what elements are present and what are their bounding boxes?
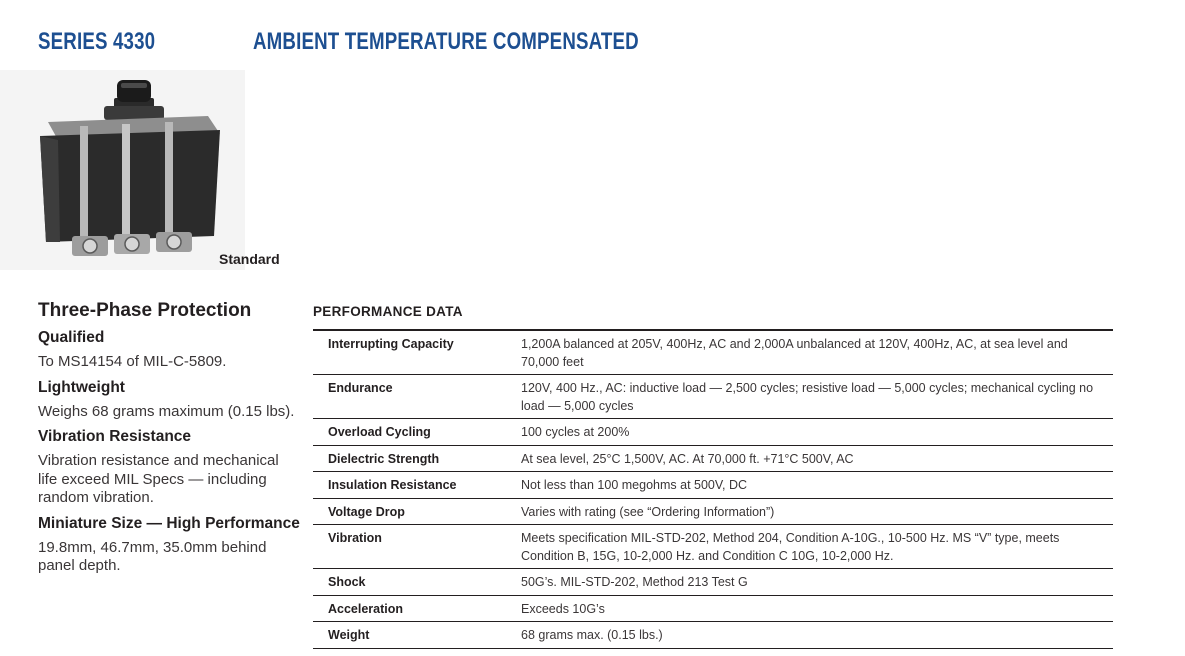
photo-caption: Standard [219,251,280,267]
feature-text: To MS14154 of MIL-C-5809. [38,353,227,370]
parameter-value: 120V, 400 Hz., AC: inductive load — 2,500 cycles; resistive load — 5,000 cycles; mechanical cycling no load — 5,000 cycles [521,375,1113,419]
feature-text: 19.8mm, 46.7mm, 35.0mm behind panel depth. [38,538,267,574]
performance-table [313,329,1113,649]
feature-text: Vibration resistance and mechanical life exceed MIL Specs — including random vibration. [38,452,279,506]
parameter-value: Not less than 100 megohms at 500V, DC [521,472,1113,499]
parameter-value: At sea level, 25°C 1,500V, AC. At 70,000 ft. +71°C 500V, AC [521,445,1113,472]
table-row [313,622,1113,649]
parameter-name: Vibration [313,525,521,569]
table-row [313,445,1113,472]
table-row [313,375,1113,419]
feature-title: Miniature Size — High Performance [38,514,300,532]
parameter-name: Overload Cycling [313,419,521,446]
parameter-name: Insulation Resistance [313,472,521,499]
performance-heading: PERFORMANCE DATA [313,304,463,319]
table-row [313,498,1113,525]
feature-item [38,378,300,422]
parameter-name: Weight [313,622,521,649]
feature-item [38,514,300,576]
table-row [313,569,1113,596]
parameter-value: Varies with rating (see “Ordering Information”) [521,498,1113,525]
features-heading: Three-Phase Protection [38,300,252,321]
parameter-name: Endurance [313,375,521,419]
feature-item [38,328,300,372]
table-row [313,595,1113,622]
parameter-name: Voltage Drop [313,498,521,525]
feature-text: Weighs 68 grams maximum (0.15 lbs). [38,402,295,420]
header-title: AMBIENT TEMPERATURE COMPENSATED [253,28,639,55]
parameter-name: Dielectric Strength [313,445,521,472]
parameter-value: 1,200A balanced at 205V, 400Hz, AC and 2,000A unbalanced at 120V, 400Hz, AC, at sea level and 70,000 feet [521,330,1113,375]
table-row [313,419,1113,446]
table-row [313,472,1113,499]
parameter-value: 50G’s. MIL-STD-202, Method 213 Test G [521,569,1113,596]
parameter-name: Acceleration [313,595,521,622]
feature-title: Lightweight [38,378,125,396]
series-title: SERIES 4330 [38,28,156,55]
feature-item [38,427,300,508]
table-row [313,525,1113,569]
parameter-value: Meets specification MIL-STD-202, Method 204, Condition A-10G., 10-500 Hz. MS “V” type, meets Condition B, 15G, 10-2,000 Hz. and Condition C 10G, 10-2,000 Hz. [521,525,1113,569]
parameter-value: 100 cycles at 200% [521,419,1113,446]
parameter-name: Shock [313,569,521,596]
feature-title: Vibration Resistance [38,428,192,445]
features-column [38,300,300,582]
parameter-name: Interrupting Capacity [313,330,521,375]
circuit-breaker-photo [0,70,245,270]
parameter-value: 68 grams max. (0.15 lbs.) [521,622,1113,649]
feature-title: Qualified [38,329,105,346]
table-row [313,330,1113,375]
parameter-value: Exceeds 10G’s [521,595,1113,622]
